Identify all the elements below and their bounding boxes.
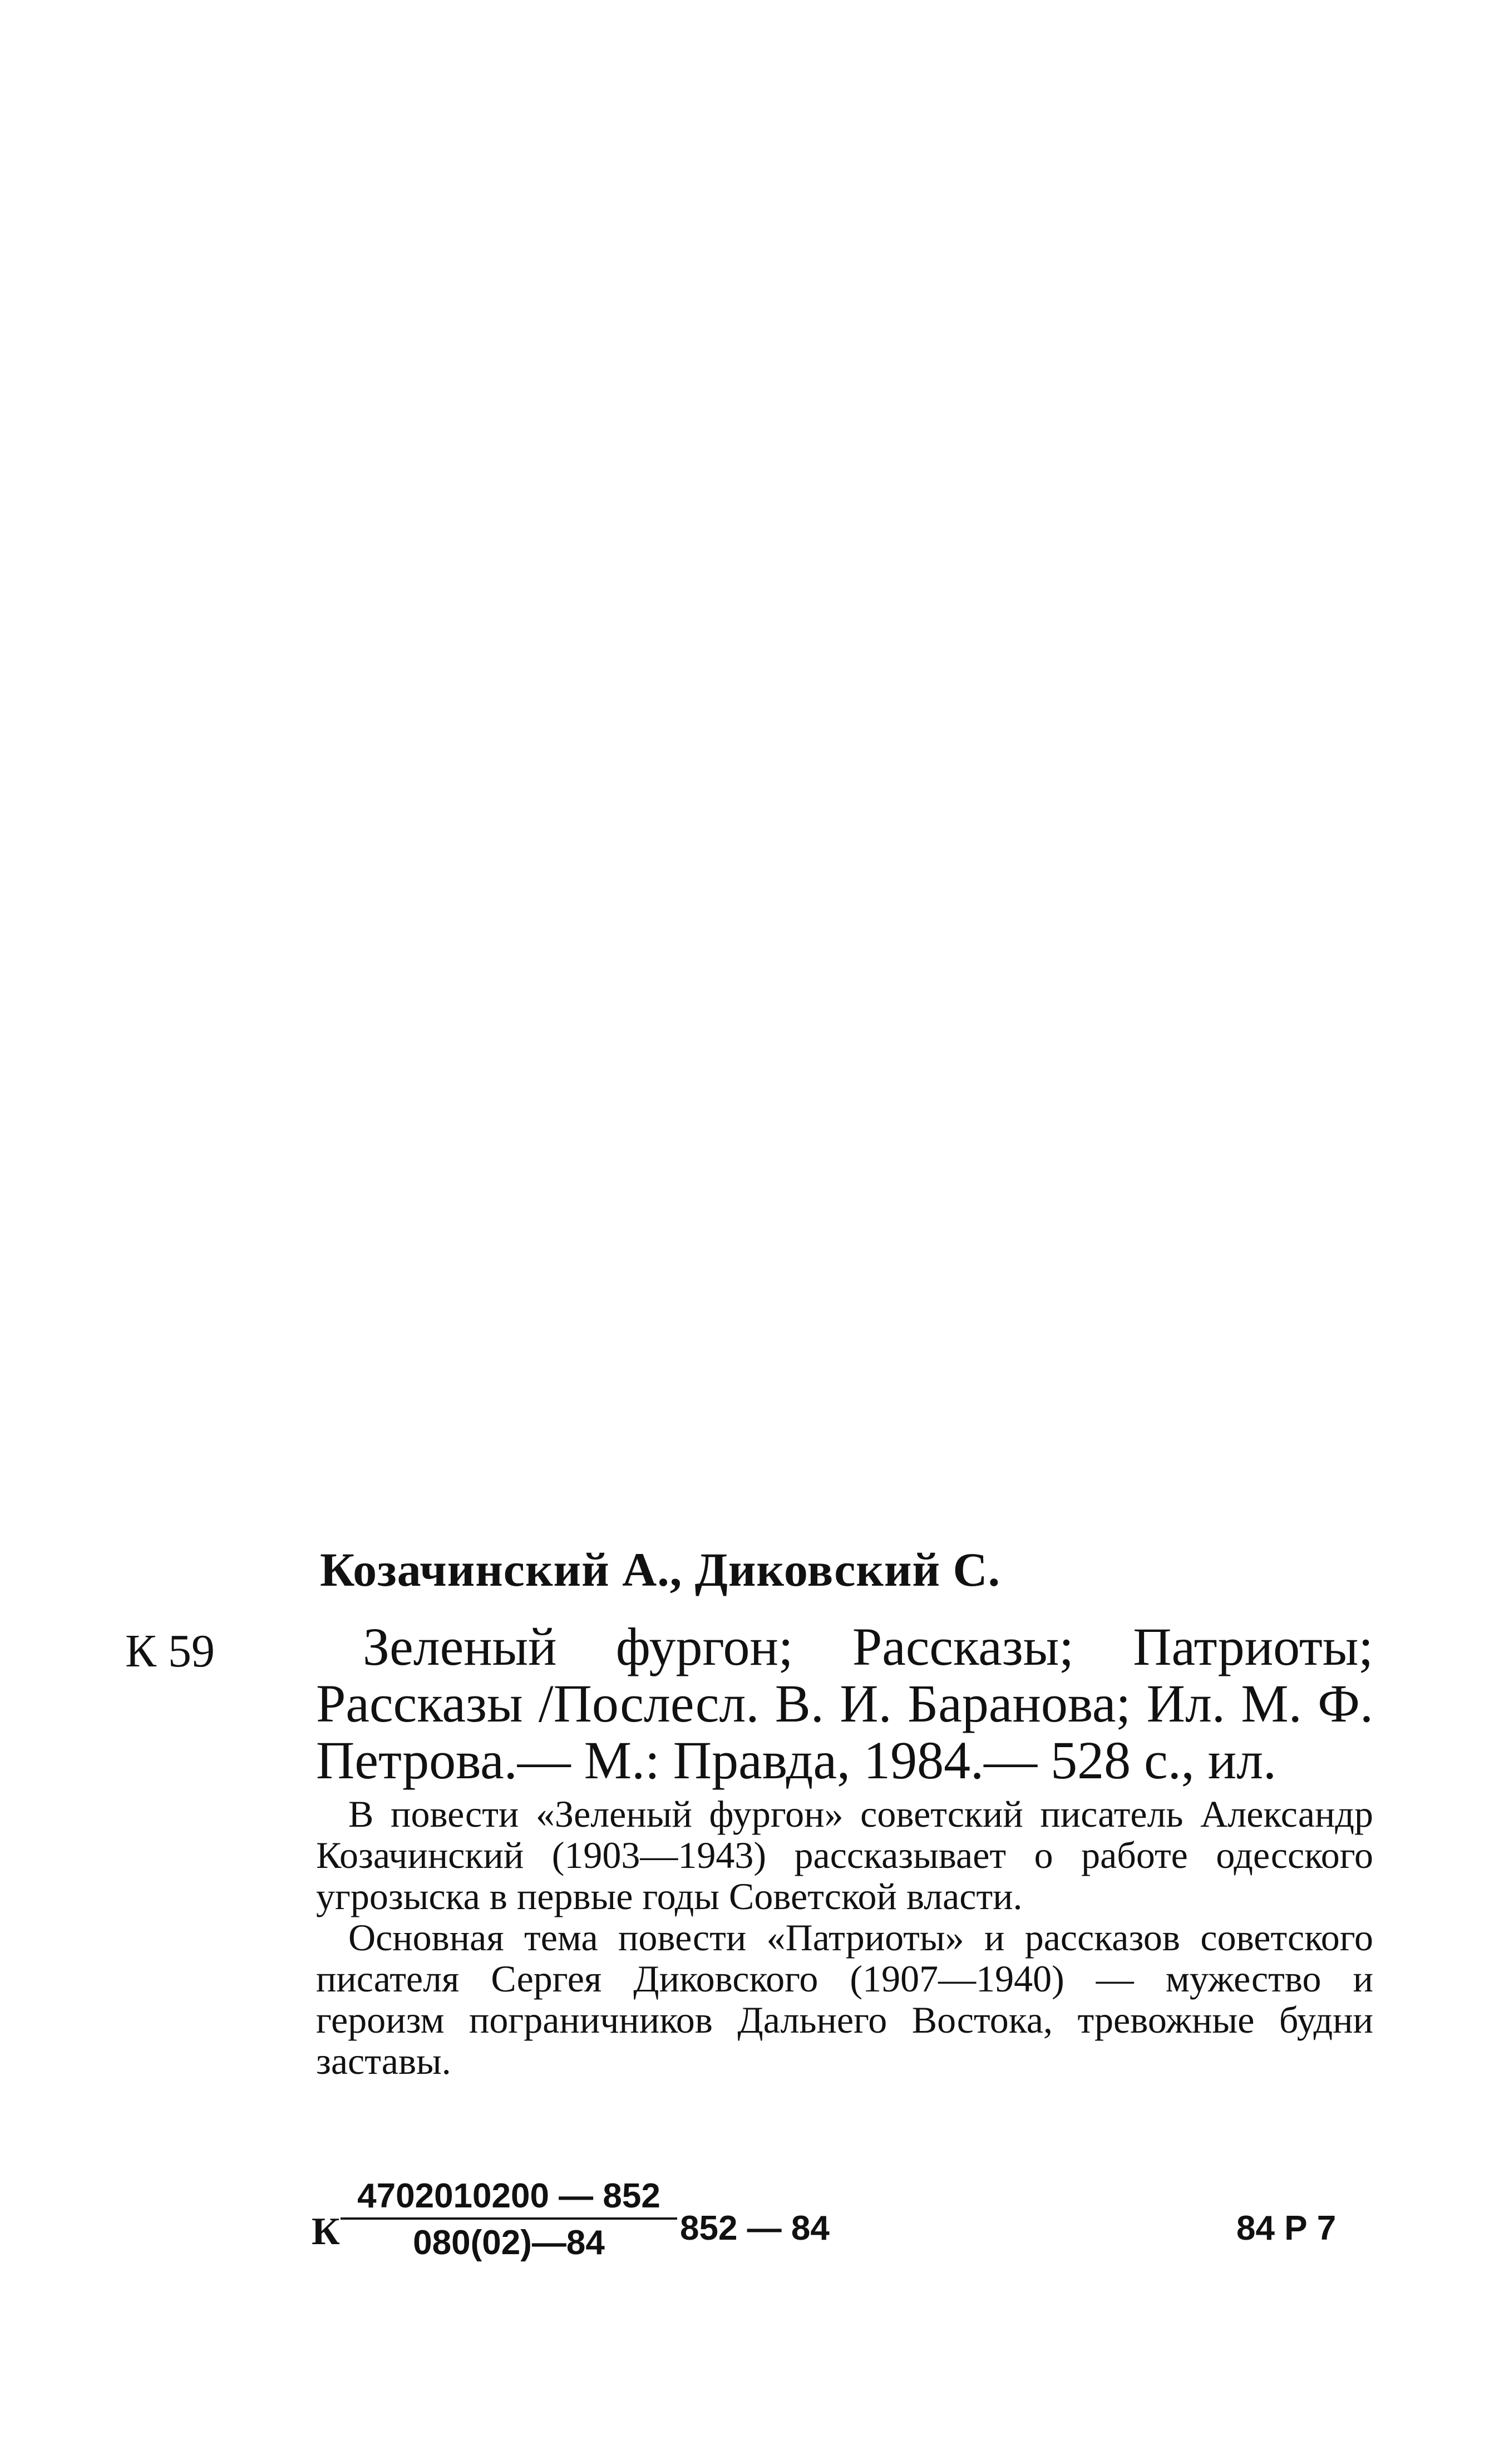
bbk-classification: 84 Р 7 bbox=[1236, 2209, 1337, 2247]
annotation bbox=[316, 1793, 1373, 2082]
authors-heading: Козачинский А., Диковский С. bbox=[320, 1543, 1001, 1596]
code-letter: К bbox=[312, 2210, 340, 2253]
code-denominator: 080(02)—84 bbox=[413, 2224, 605, 2262]
annotation-paragraph-1: В повести «Зеленый фургон» советский писатель Александр Козачинский (1903—1943) рассказывает о работе одесского угрозыска в первые годы Советской власти. bbox=[316, 1793, 1373, 1917]
fraction-bar bbox=[341, 2217, 677, 2220]
bibliographic-entry: Зеленый фургон; Рассказы; Патриоты; Рассказы /Послесл. В. И. Баранова; Ил. М. Ф. Петрова.— М.: Правда, 1984.— 528 с., ил. bbox=[316, 1617, 1373, 1790]
code-tail: 852 — 84 bbox=[680, 2209, 830, 2247]
code-numerator: 4702010200 — 852 bbox=[357, 2177, 660, 2215]
annotation-paragraph-2: Основная тема повести «Патриоты» и рассказов советского писателя Сергея Диковского (1907—1940) — мужество и героизм пограничников Дальнего Востока, тревожные будни заставы. bbox=[316, 1916, 1373, 2082]
author-index-mark: К 59 bbox=[125, 1625, 215, 1677]
publication-code-fraction bbox=[341, 2176, 677, 2263]
